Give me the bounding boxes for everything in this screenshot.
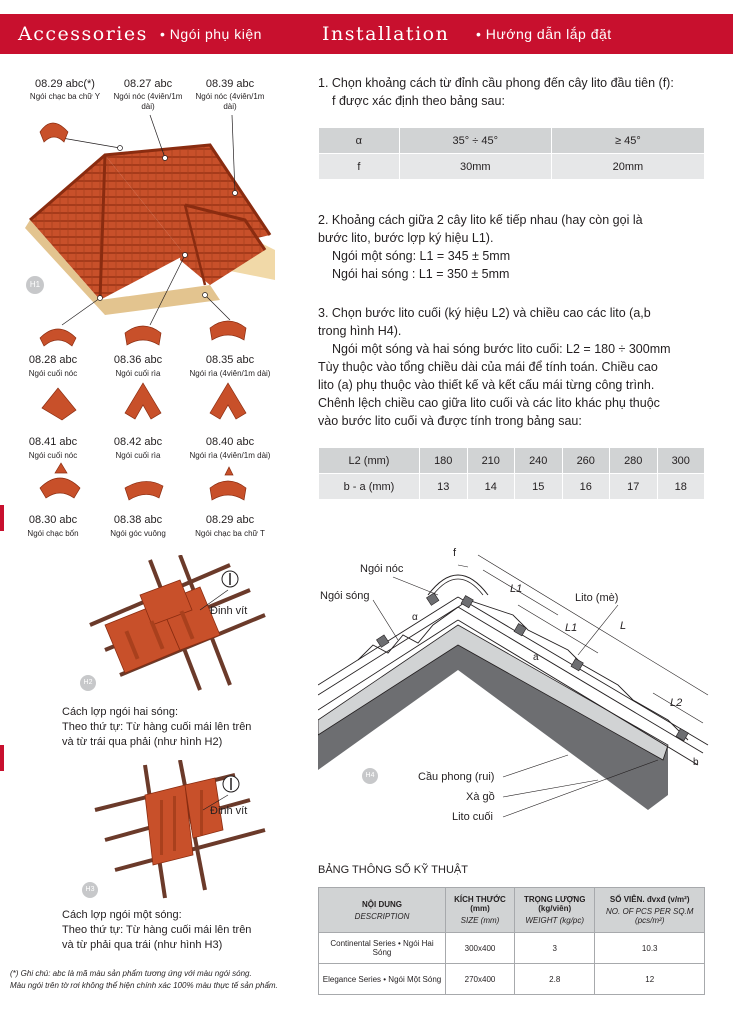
accessory-code: 08.29 abc(*)	[35, 78, 95, 90]
h3-caption-line: và từ phải qua trái (như hình H3)	[62, 939, 223, 951]
l2-table-cell: b - a (mm)	[319, 474, 420, 500]
accessory-name: Ngói nóc (4viên/1m dài)	[113, 92, 183, 111]
l2-table-cell: 14	[467, 474, 515, 500]
h4-label-cau-phong: Cầu phong (rui)	[418, 771, 495, 783]
step3-line: Tùy thuộc vào tổng chiều dài của mái để tính toán. Chiều cao	[318, 360, 658, 374]
step3-line: 3. Chọn bước lito cuối (ký hiệu L2) và chiều cao các lito (a,b	[318, 306, 651, 320]
h4-dim-f: f	[453, 547, 457, 559]
banner-accessories: Accessories	[18, 23, 148, 45]
step2-line: Ngói một sóng: L1 = 345 ± 5mm	[332, 249, 511, 263]
l2-table-cell: 240	[515, 448, 563, 474]
spec-header-vi: NỘI DUNG	[362, 899, 402, 909]
figure-label-h1: H1	[26, 276, 44, 294]
accessory-code: 08.42 abc	[113, 436, 163, 448]
spec-cell: 12	[595, 964, 705, 995]
f-table	[318, 127, 705, 180]
l2-table-cell: 13	[420, 474, 468, 500]
f-table-cell: 20mm	[551, 154, 704, 180]
tiling-illustration-h3	[85, 760, 285, 900]
h4-label-ngoi-noc: Ngói nóc	[360, 563, 404, 575]
spec-table	[318, 887, 705, 995]
h4-label-ngoi-song: Ngói sóng	[320, 590, 370, 602]
accessory-code: 08.36 abc	[113, 354, 163, 366]
accessory-code: 08.39 abc	[205, 78, 255, 90]
h4-label-lito-cuoi: Lito cuối	[452, 811, 493, 823]
step3-line: Ngói một sóng và hai sóng bước lito cuối: L2 = 180 ÷ 300mm	[332, 342, 671, 356]
h4-dim-b: b	[693, 757, 699, 768]
step1-line: f được xác định theo bảng sau:	[332, 94, 505, 108]
h3-caption-title: Cách lợp ngói một sóng:	[62, 909, 182, 921]
accessory-name: Ngói rìa (4viên/1m dài)	[189, 369, 271, 378]
accessory-name: Ngói chạc ba chữ T	[195, 529, 265, 538]
h4-dim-alpha: α	[412, 612, 418, 623]
f-table-cell: f	[319, 154, 400, 180]
banner-installation: Installation	[322, 23, 450, 45]
h4-dim-l2: L2	[670, 697, 683, 709]
h4-label-lito: Lito (mè)	[575, 592, 619, 604]
figure-label-h4: H4	[362, 768, 378, 784]
footnote-line: (*) Ghi chú: abc là mã màu sản phẩm tương ứng với màu ngói sóng.	[10, 969, 252, 978]
accessory-name: Ngói cuối nóc	[28, 451, 78, 460]
l2-table-cell: 210	[467, 448, 515, 474]
spec-header	[514, 888, 594, 933]
h3-caption-line: Theo thứ tự: Từ hàng cuối mái lên trên	[62, 924, 252, 936]
figure-label-h3: H3	[82, 882, 98, 898]
l2-table-cell: 280	[610, 448, 658, 474]
left-edge-mark	[0, 505, 4, 531]
banner-accessories-vi: • Ngói phụ kiện	[160, 26, 262, 42]
spec-cell: Continental Series • Ngói Hai Sóng	[319, 933, 446, 964]
accessory-code: 08.30 abc	[28, 514, 78, 526]
step3-line: trong hình H4).	[318, 324, 402, 338]
accessory-code: 08.40 abc	[205, 436, 255, 448]
l2-table-cell: 180	[420, 448, 468, 474]
l2-table-cell: 16	[562, 474, 610, 500]
step3-line: vào bước lito cuối và được tính trong bảng sau:	[318, 414, 582, 428]
left-edge-mark	[0, 745, 4, 771]
h4-dim-l1: L1	[510, 583, 523, 595]
step1-line: 1. Chọn khoảng cách từ đỉnh cầu phong đến cây lito đầu tiên (f):	[318, 76, 674, 90]
spec-header-en: NO. OF PCS PER SQ.M (pcs/m²)	[606, 907, 694, 925]
tiling-illustration-h2	[80, 555, 280, 695]
accessory-name: Ngói cuối nóc	[28, 369, 78, 378]
accessory-code: 08.35 abc	[205, 354, 255, 366]
screw-label: Đinh vít	[210, 605, 248, 617]
accessory-code: 08.28 abc	[28, 354, 78, 366]
step3-line: lito (a) phụ thuộc vào thiết kế và kết cấu mái từng công trình.	[318, 378, 655, 392]
h2-caption-line: và từ trái qua phải (như hình H2)	[62, 736, 223, 748]
spec-header-vi: KÍCH THƯỚC (mm)	[454, 895, 506, 913]
spec-header	[319, 888, 446, 933]
l2-table-cell: L2 (mm)	[319, 448, 420, 474]
f-table-cell: ≥ 45°	[551, 128, 704, 154]
spec-cell: 270x400	[446, 964, 515, 995]
screw-label: Đinh vít	[210, 805, 248, 817]
accessory-icons	[30, 318, 290, 518]
h4-dim-a: a	[533, 652, 539, 663]
accessory-name: Ngói chạc ba chữ Y	[29, 92, 101, 101]
figure-label-h2: H2	[80, 675, 96, 691]
spec-header-en: DESCRIPTION	[354, 911, 410, 921]
spec-cell: 10.3	[595, 933, 705, 964]
f-table-cell: 35° ÷ 45°	[399, 128, 551, 154]
spec-title: BẢNG THÔNG SỐ KỸ THUẬT	[318, 864, 468, 876]
spec-cell: 300x400	[446, 933, 515, 964]
f-table-cell: 30mm	[399, 154, 551, 180]
accessory-code: 08.41 abc	[28, 436, 78, 448]
step2-line: 2. Khoảng cách giữa 2 cây lito kế tiếp nhau (hay còn gọi là	[318, 213, 643, 227]
accessory-name: Ngói cuối rìa	[115, 369, 161, 378]
l2-table	[318, 447, 705, 500]
spec-cell: 3	[514, 933, 594, 964]
l2-table-cell: 300	[657, 448, 705, 474]
accessory-name: Ngói chạc bốn	[27, 529, 79, 538]
step3-line: Chênh lệch chiều cao giữa lito cuối và các lito khác phụ thuộc	[318, 396, 660, 410]
accessory-code: 08.38 abc	[113, 514, 163, 526]
h2-caption-title: Cách lợp ngói hai sóng:	[62, 706, 179, 718]
spec-header-en: WEIGHT (kg/pc)	[525, 916, 585, 925]
header-banner	[0, 14, 733, 54]
spec-header-en: SIZE (mm)	[460, 916, 500, 925]
spec-header-vi: SỐ VIÊN. đvxđ (v/m²)	[609, 895, 690, 904]
accessory-name: Ngói góc vuông	[110, 529, 166, 538]
h4-label-xa-go: Xà gồ	[466, 791, 495, 803]
banner-installation-vi: • Hướng dẫn lắp đặt	[476, 26, 612, 42]
accessory-name: Ngói rìa (4viên/1m dài)	[189, 451, 271, 460]
h4-dim-l1: L1	[565, 622, 578, 634]
roof-illustration-h1	[0, 110, 310, 340]
step2-line: Ngói hai sóng : L1 = 350 ± 5mm	[332, 267, 510, 281]
spec-cell: 2.8	[514, 964, 594, 995]
l2-table-cell: 17	[610, 474, 658, 500]
spec-header	[446, 888, 515, 933]
spec-cell: Elegance Series • Ngói Một Sóng	[319, 964, 446, 995]
accessory-name: Ngói nóc (4viên/1m dài)	[195, 92, 265, 111]
accessory-code: 08.27 abc	[123, 78, 173, 90]
f-table-cell: α	[319, 128, 400, 154]
footnote-line: Màu ngói trên tờ rơi không thể hiện chính xác 100% màu thực tế sản phẩm.	[10, 981, 278, 990]
accessory-code: 08.29 abc	[205, 514, 255, 526]
step2-line: bước lito, bước lợp ký hiệu L1).	[318, 231, 494, 245]
spec-header	[595, 888, 705, 933]
h2-caption-line: Theo thứ tự: Từ hàng cuối mái lên trên	[62, 721, 252, 733]
accessory-name: Ngói cuối rìa	[115, 451, 161, 460]
l2-table-cell: 260	[562, 448, 610, 474]
l2-table-cell: 18	[657, 474, 705, 500]
l2-table-cell: 15	[515, 474, 563, 500]
h4-dim-l: L	[620, 620, 627, 632]
spec-header-vi: TRỌNG LƯỢNG (kg/viên)	[523, 895, 586, 913]
